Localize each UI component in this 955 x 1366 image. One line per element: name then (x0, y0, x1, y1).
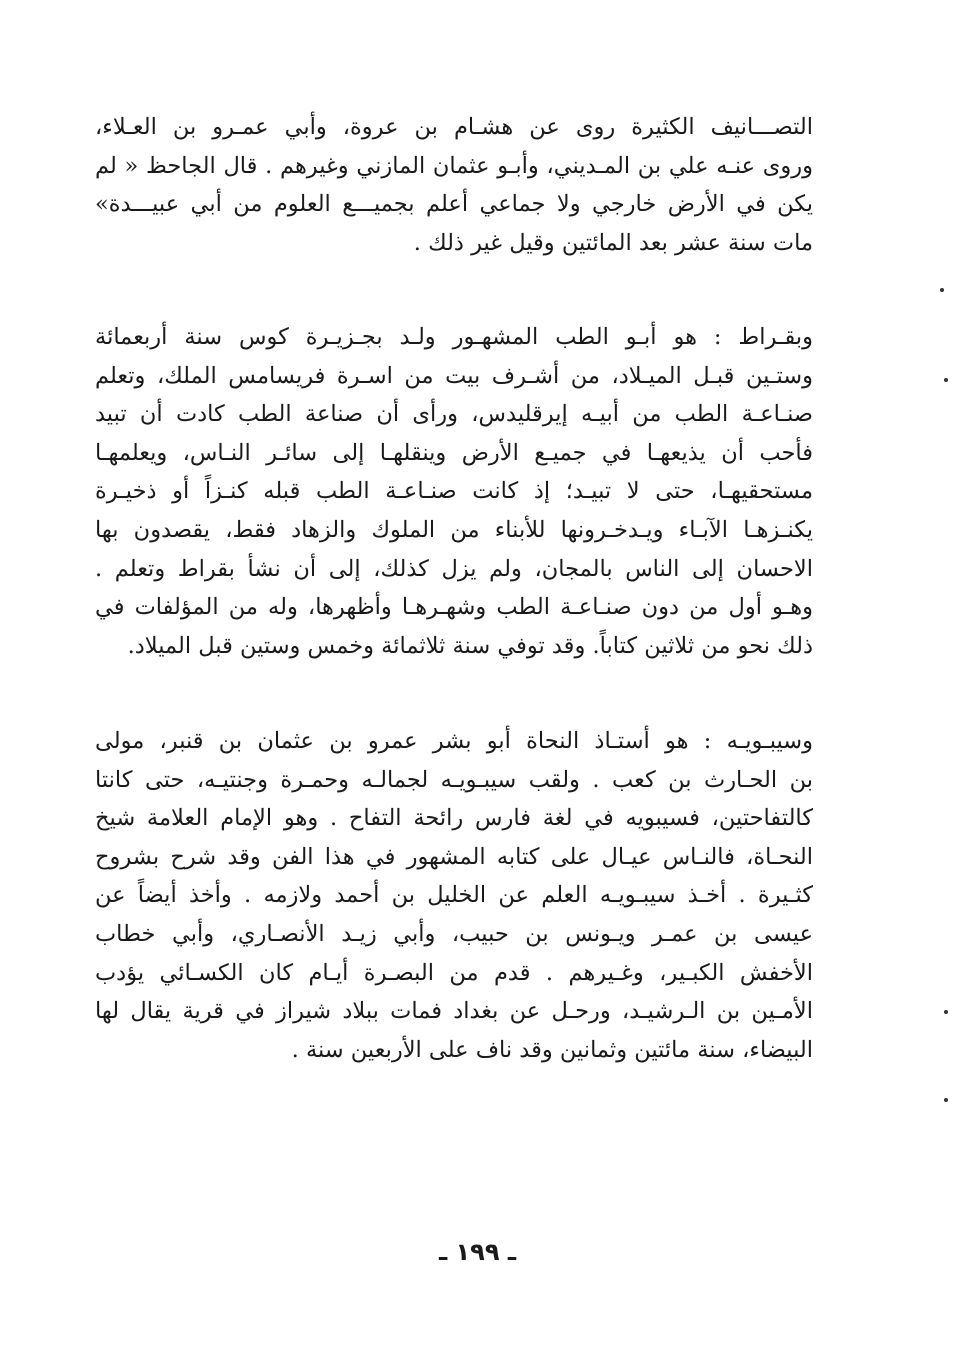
text-line: وبقـراط : هو أبـو الطب المشهـور ولـد بجـزيـرة كوس سنة أربعمائة (95, 324, 813, 350)
text-line: مستحقيهـا، حتى لا تبيـد؛ إذ كانت صنـاعـة الطب قبله كنـزاً أو ذخيـرة (95, 478, 813, 505)
text-line: وسيبـويـه : هو أستـاذ النحاة أبو بشر عمرو بن عثمان بن قنبر، مولى (95, 728, 813, 754)
text-line: النحـاة، فالنـاس عيـال على كتابه المشهور في هذا الفن وقد شرح بشروح (95, 843, 813, 870)
text-line: فأحب أن يذيعهـا في جميـع الأرض وينقلهـا إلى سائـر النـاس، ويعلمهـا (95, 439, 813, 466)
text-line: يكنـزهـا الآبـاء ويـدخـرونها للأبناء من الملوك والزهاد فقط، يقصدون بها (95, 516, 813, 543)
text-line: كثـيرة . أخـذ سيبـويـه العلم عن الخليل بن أحمد ولازمه . وأخذ أيضاً عن (95, 882, 813, 909)
text-line: وروى عنـه علي بن المـديني، وأبـو عثمان المازني وغيرهم . قال الجاحظ « لم (95, 152, 813, 179)
margin-speck (944, 1010, 948, 1014)
text-line: ذلك نحو من ثلاثين كتاباً. وقد توفي سنة ثلاثمائة وخمس وستين قبل الميلاد. (127, 632, 813, 659)
text-line: الاحسان إلى الناس بالمجان، ولم يزل كذلك، إلى أن نشأ بقراط وتعلم . (95, 555, 813, 582)
text-line: مات سنة عشر بعد المائتين وقيل غير ذلك . (413, 229, 813, 256)
text-line: الأخفش الكبـير، وغـيرهم . قدم من البصـرة أيـام كان الكسـائي يؤدب (95, 959, 813, 986)
text-line: يكن في الأرض خارجي ولا جماعي أعلم بجميـــع العلوم من أبي عبيـــدة» (95, 191, 813, 218)
margin-speck (944, 378, 948, 382)
paragraph-sibawayh (95, 722, 813, 1069)
text-line: عيسى بن عمـر ويـونس بن حبيب، وأبي زيـد الأنصـاري، وأبي خطاب (95, 920, 813, 947)
margin-speck (940, 288, 944, 292)
text-line: بن الحـارث بن كعب . ولقب سيبـويـه لجمالـه وحمـرة وجنتيـه، حتى كانتا (95, 766, 813, 793)
margin-speck (944, 1098, 948, 1102)
paragraph-abu-ubaida (95, 108, 813, 262)
paragraph-hippocrates (95, 318, 813, 665)
page-number: ـ ١٩٩ ـ (438, 1238, 517, 1266)
text-line: الأمـين بن الـرشيـد، ورحـل عن بغداد فمات ببلاد شيراز في قرية يقال لها (95, 998, 813, 1025)
text-line: التصـــانيف الكثيرة روى عن هشـام بن عروة، وأبي عمـرو بن العـلاء، (95, 114, 813, 140)
text-line: صنـاعـة الطب من أبيـه إيرقليدس، ورأى أن صناعة الطب كادت أن تبيد (95, 401, 813, 428)
text-line: وهـو أول من دون صنـاعـة الطب وشهـرهـا وأظهرها، وله من المؤلفات في (95, 594, 813, 621)
text-line: وستـين قبـل الميـلاد، من أشـرف بيت من اسـرة فريسامس الملك، وتعلم (95, 362, 813, 389)
text-line: البيضاء، سنة مائتين وثمانين وقد ناف على الأربعين سنة . (291, 1036, 813, 1063)
text-line: كالتفاحتين، فسيبويه في لغة فارس رائحة التفاح . وهو الإمام العلامة شيخ (95, 805, 813, 832)
